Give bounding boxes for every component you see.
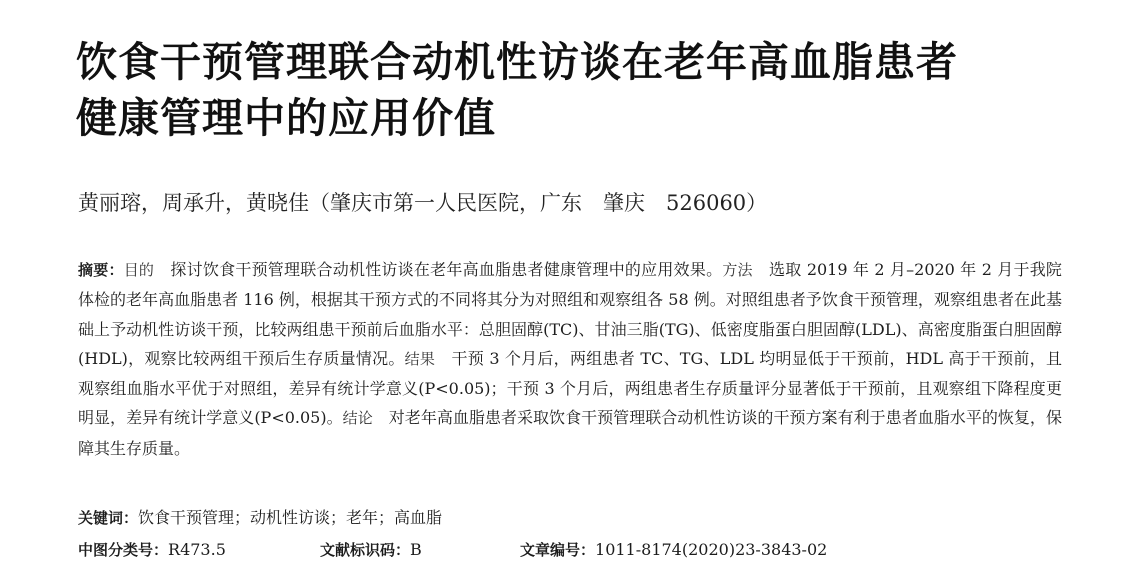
abstract-objective-text: 探讨饮食干预管理联合动机性访谈在老年高血脂患者健康管理中的应用效果。 bbox=[170, 260, 723, 279]
article-title bbox=[76, 34, 1106, 146]
article-number bbox=[520, 537, 827, 563]
abstract-conclusion-text: 对老年高血脂患者采取饮食干预管理联合动机性访谈的干预方案有利于患者血脂水平的恢复，保障其生存质量。 bbox=[78, 408, 1062, 458]
document-code-value: B bbox=[410, 540, 422, 559]
abstract-methods-text: 选取 2019 年 2 月–2020 年 2 月于我院体检的老年高血脂患者 116 例，根据其干预方式的不同将其分为对照组和观察组各 58 例。对照组患者予饮食干预管理，观察组患者在此基础上予动机性访谈干预，比较两组患干预前后血脂水平：总胆固醇(TC)、甘油三脂(TG)、低密度脂蛋白胆固醇(LDL)、高密度脂蛋白胆固醇(HDL)，观察比较两组干预后生存质量情况。 bbox=[78, 260, 1062, 368]
abstract-label: 摘要： bbox=[78, 261, 124, 279]
article-title-line-1: 饮食干预管理联合动机性访谈在老年高血脂患者 bbox=[76, 38, 958, 86]
document-code-label: 文献标识码： bbox=[320, 541, 411, 559]
abstract bbox=[78, 255, 1062, 463]
author-affiliation-line: 黄丽瑢，周承升，黄晓佳（肇庆市第一人民医院，广东 肇庆 526060） bbox=[78, 191, 768, 215]
keywords-value: 饮食干预管理；动机性访谈；老年；高血脂 bbox=[138, 508, 443, 527]
clc-value: R473.5 bbox=[168, 540, 226, 559]
keywords-label: 关键词： bbox=[78, 509, 139, 527]
article-title-line-2: 健康管理中的应用价值 bbox=[76, 94, 496, 142]
article-number-label: 文章编号： bbox=[520, 541, 596, 559]
abstract-results-text: 干预 3 个月后，两组患者 TC、TG、LDL 均明显低于干预前，HDL 高于干预前，且观察组血脂水平优于对照组，差异有统计学意义(P<0.05)；干预 3 个月后，两组患者生存质量评分显著低于干预前，且观察组下降程度更明显，差异有统计学意义(P<0.05)。 bbox=[78, 348, 1062, 428]
clc-label: 中图分类号： bbox=[78, 541, 169, 559]
keywords-line bbox=[78, 505, 442, 531]
article-number-value: 1011-8174(2020)23-3843-02 bbox=[595, 540, 828, 559]
abstract-results-label: 结果 bbox=[404, 349, 436, 368]
clc-number bbox=[78, 537, 226, 563]
abstract-objective-label: 目的 bbox=[123, 261, 155, 279]
abstract-conclusion-label: 结论 bbox=[342, 409, 373, 428]
document-code bbox=[320, 537, 422, 563]
abstract-methods-label: 方法 bbox=[722, 261, 753, 279]
